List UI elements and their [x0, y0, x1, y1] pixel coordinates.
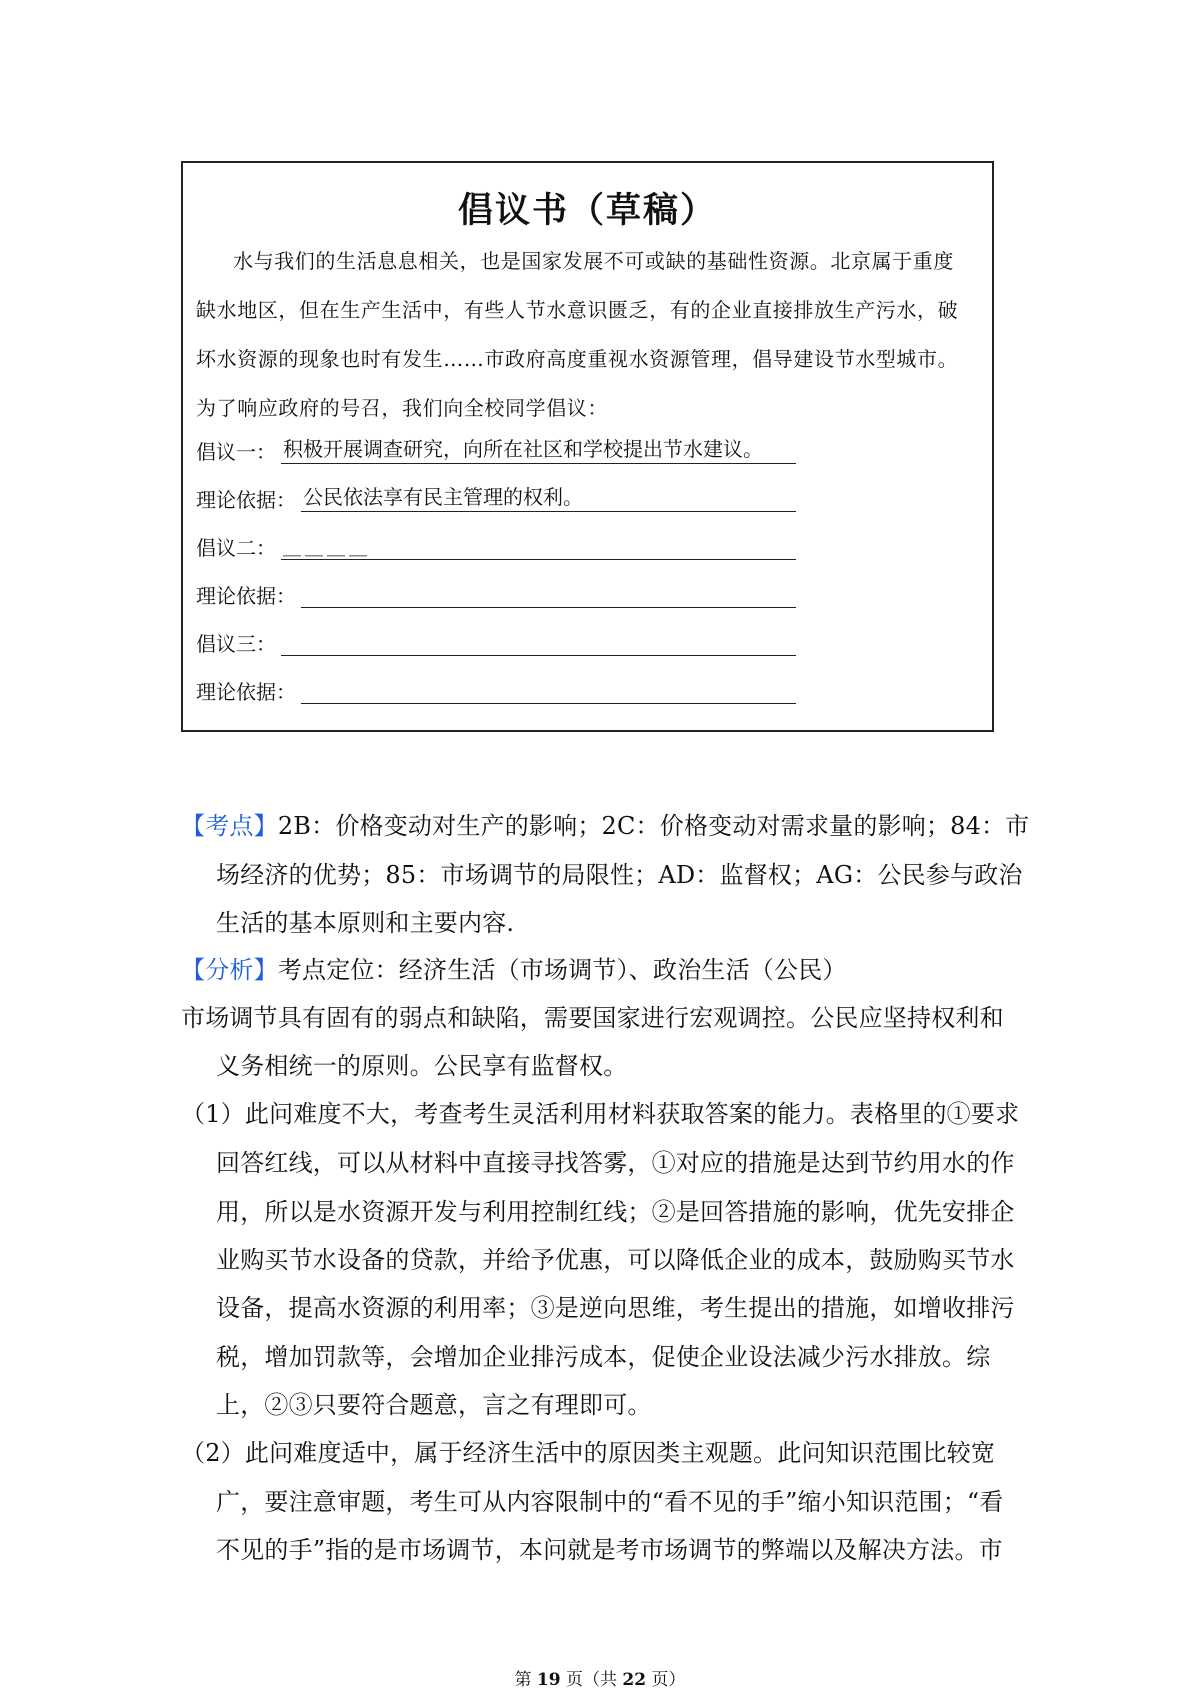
- footer-prefix: 第: [514, 1670, 537, 1690]
- row-label: 倡议二：: [196, 536, 276, 560]
- proposal-row: [196, 532, 796, 566]
- fenxi-text: 考点定位：经济生活（市场调节）、政治生活（公民）: [277, 956, 847, 984]
- row-label: 理论依据：: [196, 584, 296, 608]
- answer-line: [301, 607, 796, 608]
- page-number: 19: [536, 1670, 561, 1690]
- footer-suffix: 页）: [646, 1670, 686, 1690]
- proposal-box: [181, 161, 994, 732]
- row-label: 倡议一：: [196, 440, 276, 464]
- q2-line: 广，要注意审题，考生可从内容限制中的“看不见的手”缩小知识范围；“看: [216, 1488, 1004, 1516]
- answer-line: [281, 655, 796, 656]
- kaodian-text: 2B：价格变动对生产的影响；2C：价格变动对需求量的影响；84：市: [277, 812, 1030, 840]
- row-fill: 公民依法享有民主管理的权利。: [303, 485, 583, 509]
- q1-line: （1）此问难度不大，考查考生灵活利用材料获取答案的能力。表格里的①要求: [181, 1100, 1020, 1128]
- page-footer: [0, 1665, 1200, 1690]
- proposal-title: 倡议书（草稿）: [457, 190, 717, 231]
- total-pages: 22: [622, 1670, 647, 1690]
- answer-line: [281, 463, 796, 464]
- q1-line: 设备，提高水资源的利用率；③是逆向思维，考生提出的措施，如增收排污: [216, 1294, 1015, 1322]
- q1-line: 税，增加罚款等，会增加企业排污成本，促使企业设法减少污水排放。综: [216, 1343, 991, 1371]
- proposal-row: [196, 484, 796, 518]
- row-fill: ＿＿＿＿: [283, 538, 371, 559]
- row-label: 理论依据：: [196, 488, 296, 512]
- row-label: 理论依据：: [196, 680, 296, 704]
- q1-line: 上，②③只要符合题意，言之有理即可。: [216, 1391, 652, 1419]
- proposal-paragraph-line: 缺水地区，但在生产生活中，有些人节水意识匮乏，有的企业直接排放生产污水，破: [196, 298, 959, 322]
- kaodian-tag: 【考点】: [181, 812, 278, 840]
- proposal-row: [196, 436, 796, 470]
- fenxi-tag: 【分析】: [181, 956, 278, 984]
- proposal-row: [196, 628, 796, 662]
- kaodian-line: 场经济的优势；85：市场调节的局限性；AD：监督权；AG：公民参与政治: [216, 861, 1023, 889]
- q1-line: 业购买节水设备的贷款，并给予优惠，可以降低企业的成本，鼓励购买节水: [216, 1246, 1015, 1274]
- q2-line: （2）此问难度适中，属于经济生活中的原因类主观题。此问知识范围比较宽: [181, 1439, 996, 1467]
- proposal-paragraph-line: 水与我们的生活息息相关，也是国家发展不可或缺的基础性资源。北京属于重度: [233, 249, 954, 273]
- fenxi-intro-line: 市场调节具有固有的弱点和缺陷，需要国家进行宏观调控。公民应坚持权利和: [181, 1004, 1004, 1032]
- footer-mid: 页（共: [560, 1670, 623, 1690]
- row-label: 倡议三：: [196, 632, 276, 656]
- proposal-paragraph-line: 坏水资源的现象也时有发生……市政府高度重视水资源管理，倡导建设节水型城市。: [196, 347, 959, 371]
- kaodian-line: 生活的基本原则和主要内容.: [216, 909, 515, 937]
- proposal-row: [196, 580, 796, 614]
- q2-line: 不见的手”指的是市场调节，本问就是考市场调节的弊端以及解决方法。市: [216, 1536, 1003, 1564]
- proposal-paragraph-line: 为了响应政府的号召，我们向全校同学倡议：: [196, 396, 608, 420]
- kaodian-line: [181, 806, 1030, 841]
- answer-line: [301, 511, 796, 512]
- q1-line: 回答红线，可以从材料中直接寻找答雾，①对应的措施是达到节约用水的作: [216, 1149, 1015, 1177]
- proposal-row: [196, 676, 796, 710]
- answer-line: [301, 703, 796, 704]
- row-fill: 积极开展调查研究，向所在社区和学校提出节水建议。: [283, 437, 763, 461]
- q1-line: 用，所以是水资源开发与利用控制红线；②是回答措施的影响，优先安排企: [216, 1198, 1015, 1226]
- fenxi-line: [181, 950, 847, 985]
- fenxi-intro-line: 义务相统一的原则。公民享有监督权。: [216, 1052, 628, 1080]
